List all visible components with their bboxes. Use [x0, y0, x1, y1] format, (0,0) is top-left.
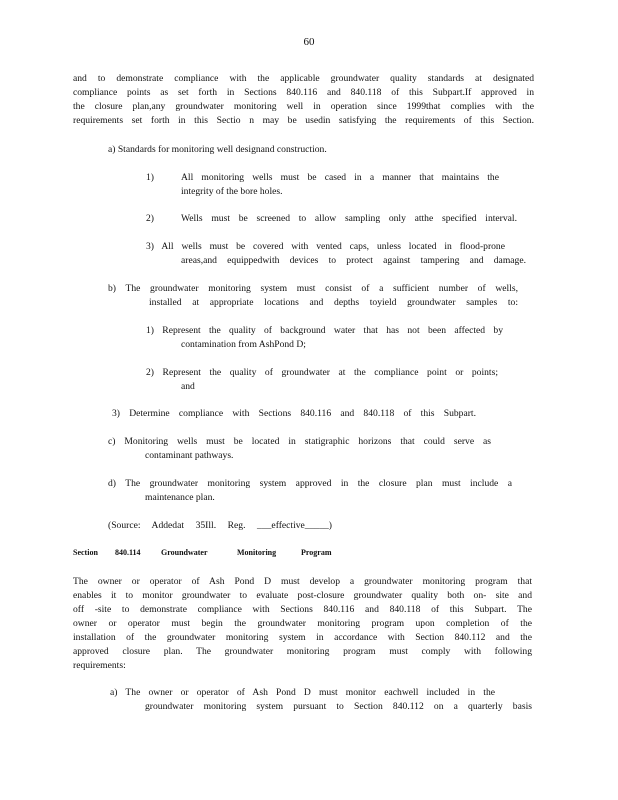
item-a: a) Standards for monitoring well designand construction. — [108, 144, 327, 155]
section-paragraph — [73, 575, 532, 673]
item-a1-line: All monitoring wells must be cased in a manner that maintains the — [181, 172, 499, 183]
section-para-line: installation of the groundwater monitoring system in accordance with Section 840.112 and the — [73, 632, 532, 643]
intro-line: requirements set forth in this Sectio n may be usedin satisfying the requirements of this Section. — [73, 115, 534, 126]
item-b2 — [146, 366, 498, 380]
page-number: 60 — [303, 36, 315, 48]
item-d — [108, 477, 512, 491]
item-c-cont: contaminant pathways. — [145, 450, 234, 461]
section-heading — [73, 548, 332, 557]
source-line: (Source: Addedat 35Ill. Reg. ___effective_____) — [108, 520, 332, 531]
section-para-line: owner or operator must begin the groundwater monitoring program upon completion of the — [73, 618, 532, 629]
item-b3 — [112, 407, 476, 421]
item-final-line: a) The owner or operator of Ash Pond D must monitor eachwell included in the — [110, 687, 495, 698]
section-para-line: enables it to monitor groundwater to evaluate post-closure groundwater quality both on- site and — [73, 590, 532, 601]
item-c — [108, 435, 491, 449]
item-a3-line: areas,and equippedwith devices to protect against tampering and damage. — [181, 255, 526, 266]
item-b1-line: 1) Represent the quality of background water that has not been affected by — [146, 325, 503, 336]
item-d-cont: maintenance plan. — [145, 492, 215, 503]
source-note — [108, 519, 332, 533]
item-b-line: installed at appropriate locations and depths toyield groundwater samples to: — [149, 297, 518, 308]
item-b-line: b) The groundwater monitoring system must consist of a sufficient number of wells, — [108, 283, 518, 294]
item-b2-line: 2) Represent the quality of groundwater at the compliance point or points; — [146, 367, 498, 378]
item-a2-line: Wells must be screened to allow sampling only atthe specified interval. — [181, 213, 517, 224]
item-final-cont — [145, 700, 532, 714]
item-a2-text — [181, 212, 517, 226]
section-title-word: Monitoring — [237, 548, 277, 557]
section-title-word: Program — [301, 548, 332, 557]
section-para-line: off -site to demonstrate compliance with Sections 840.116 and 840.118 of this Subpart. The — [73, 604, 532, 615]
section-para-line: requirements: — [73, 660, 126, 671]
item-b-cont — [149, 296, 518, 310]
item-a3-line: 3) All wells must be covered with vented caps, unless located in flood-prone — [146, 241, 505, 252]
section-label: Section — [73, 548, 98, 557]
item-b1-cont: contamination from AshPond D; — [181, 339, 306, 350]
item-b2-cont: and — [181, 381, 195, 392]
item-final — [110, 686, 495, 700]
item-a1-line: integrity of the bore holes. — [181, 186, 283, 197]
item-c-line: c) Monitoring wells must be located in statigraphic horizons that could serve as — [108, 436, 491, 447]
intro-line: the closure plan,any groundwater monitoring well in operation since 1999that complies with the — [73, 101, 534, 112]
intro-line: compliance points as set forth in Sections 840.116 and 840.118 of this Subpart.If approved in — [73, 87, 534, 98]
item-a1-text — [181, 171, 499, 199]
item-b — [108, 282, 518, 296]
item-b1 — [146, 324, 503, 338]
item-b3-line: 3) Determine compliance with Sections 840.116 and 840.118 of this Subpart. — [112, 408, 476, 419]
section-title-word: Groundwater — [161, 548, 208, 557]
section-para-line: approved closure plan. The groundwater monitoring program must comply with following — [73, 646, 532, 657]
intro-paragraph — [73, 72, 534, 128]
section-para-line: The owner or operator of Ash Pond D must develop a groundwater monitoring program that — [73, 576, 532, 587]
item-a3-cont — [181, 254, 526, 268]
item-a1-number: 1) — [146, 172, 154, 183]
item-d-line: d) The groundwater monitoring system approved in the closure plan must include a — [108, 478, 512, 489]
intro-line: and to demonstrate compliance with the applicable groundwater quality standards at designated — [73, 73, 534, 84]
item-final-line: groundwater monitoring system pursuant to Section 840.112 on a quarterly basis — [145, 701, 532, 712]
item-a3 — [146, 240, 505, 254]
item-a2-number: 2) — [146, 213, 154, 224]
section-number: 840.114 — [115, 548, 141, 557]
